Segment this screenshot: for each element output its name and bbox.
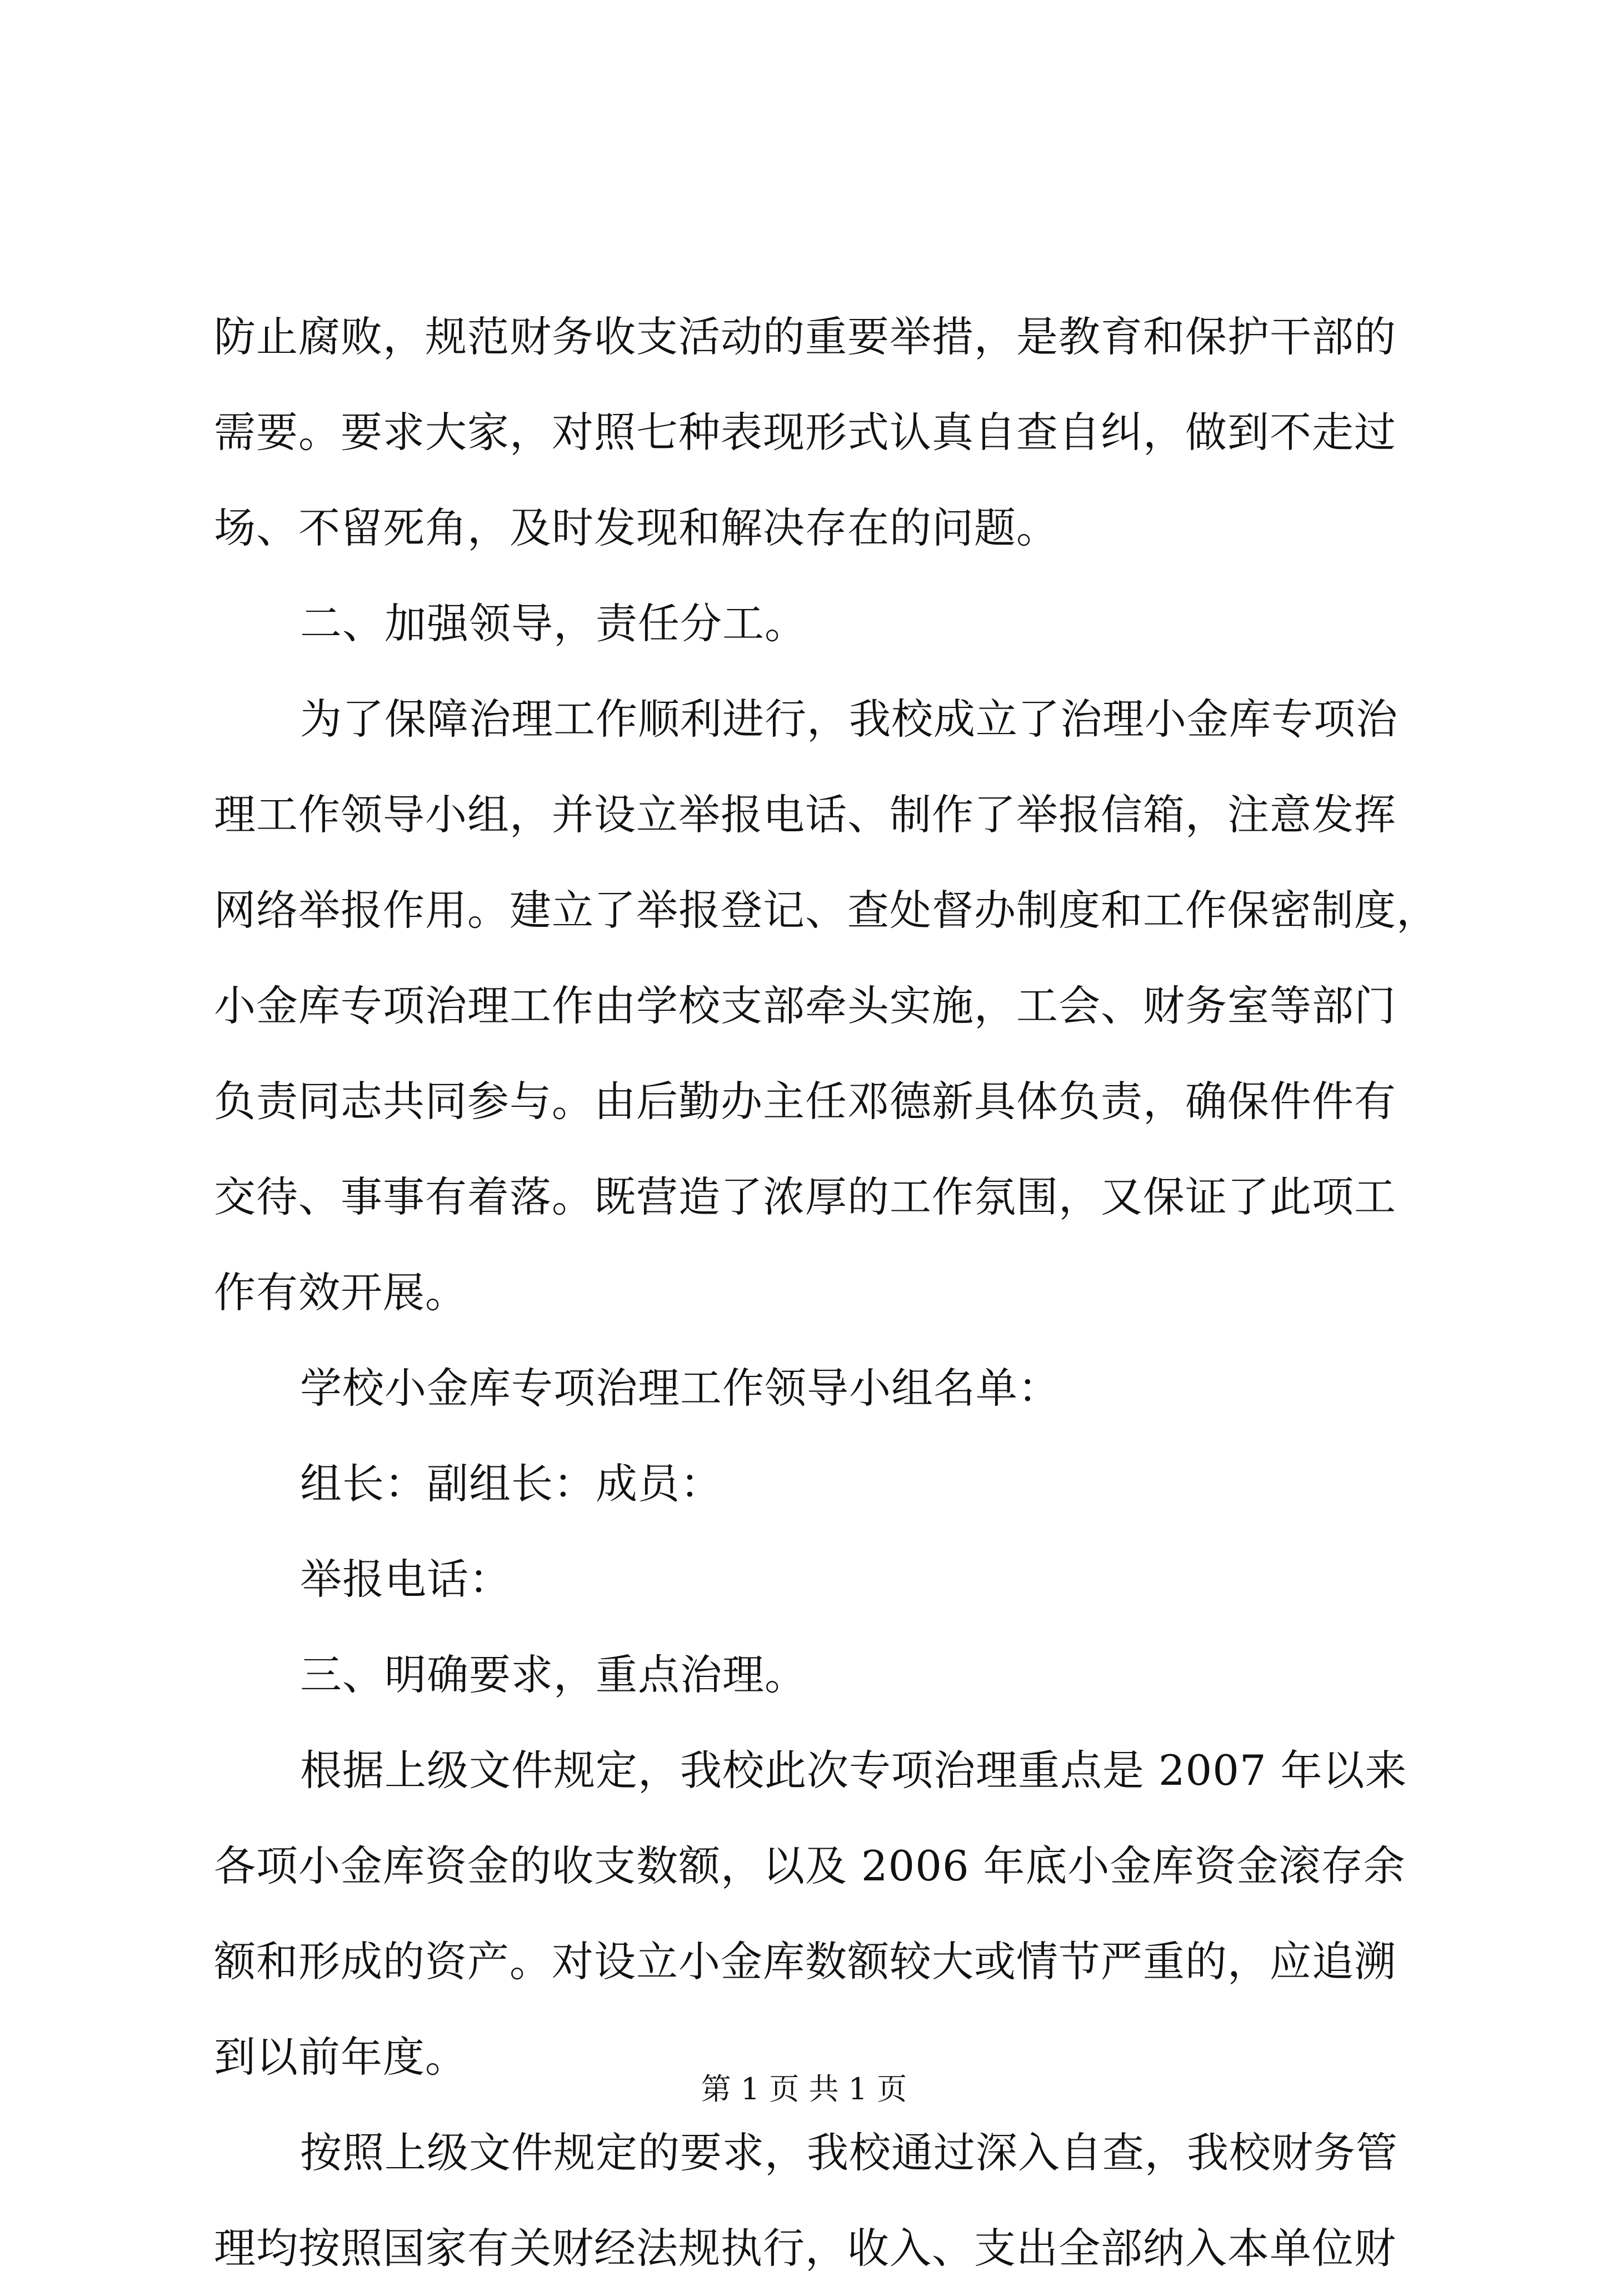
paragraph-line: 交待、事事有着落。既营造了浓厚的工作氛围，又保证了此项工 xyxy=(214,1172,1397,1221)
paragraph-line: 负责同志共同参与。由后勤办主任邓德新具体负责，确保件件有 xyxy=(214,1077,1397,1126)
paragraph-line: 网络举报作用。建立了举报登记、查处督办制度和工作保密制度， xyxy=(214,886,1439,935)
page-footer: 第 1 页 共 1 页 xyxy=(701,2072,907,2107)
paragraph-line: 额和形成的资产。对设立小金库数额较大或情节严重的，应追溯 xyxy=(214,1937,1397,1986)
section-heading: 三、明确要求，重点治理。 xyxy=(300,1650,807,1699)
paragraph-line: 需要。要求大家，对照七种表现形式认真自查自纠，做到不走过 xyxy=(214,408,1397,457)
paragraph-line: 到以前年度。 xyxy=(214,2033,468,2082)
paragraph-line: 场、不留死角，及时发现和解决存在的问题。 xyxy=(214,503,1059,552)
hotline-line: 举报电话： xyxy=(300,1555,512,1604)
roster-line: 组长：副组长：成员： xyxy=(300,1459,723,1508)
document-body xyxy=(214,289,1439,2296)
paragraph-line: 小金库专项治理工作由学校支部牵头实施，工会、财务室等部门 xyxy=(214,981,1397,1030)
paragraph-line: 防止腐败，规范财务收支活动的重要举措，是教育和保护干部的 xyxy=(214,312,1397,361)
paragraph-line: 理均按照国家有关财经法规执行，收入、支出全部纳入本单位财 xyxy=(214,2224,1397,2273)
paragraph-line: 理工作领导小组，并设立举报电话、制作了举报信箱，注意发挥 xyxy=(214,790,1397,839)
paragraph-line: 根据上级文件规定，我校此次专项治理重点是 2007 年以来 xyxy=(300,1746,1407,1795)
paragraph-line: 作有效开展。 xyxy=(214,1268,468,1317)
paragraph-line: 为了保障治理工作顺利进行，我校成立了治理小金库专项治 xyxy=(300,695,1399,743)
section-heading: 二、加强领导，责任分工。 xyxy=(300,599,807,648)
paragraph-line: 各项小金库资金的收支数额，以及 2006 年底小金库资金滚存余 xyxy=(214,1841,1406,1890)
list-title: 学校小金库专项治理工作领导小组名单： xyxy=(300,1364,1061,1412)
paragraph-line: 按照上级文件规定的要求，我校通过深入自查，我校财务管 xyxy=(300,2128,1399,2177)
